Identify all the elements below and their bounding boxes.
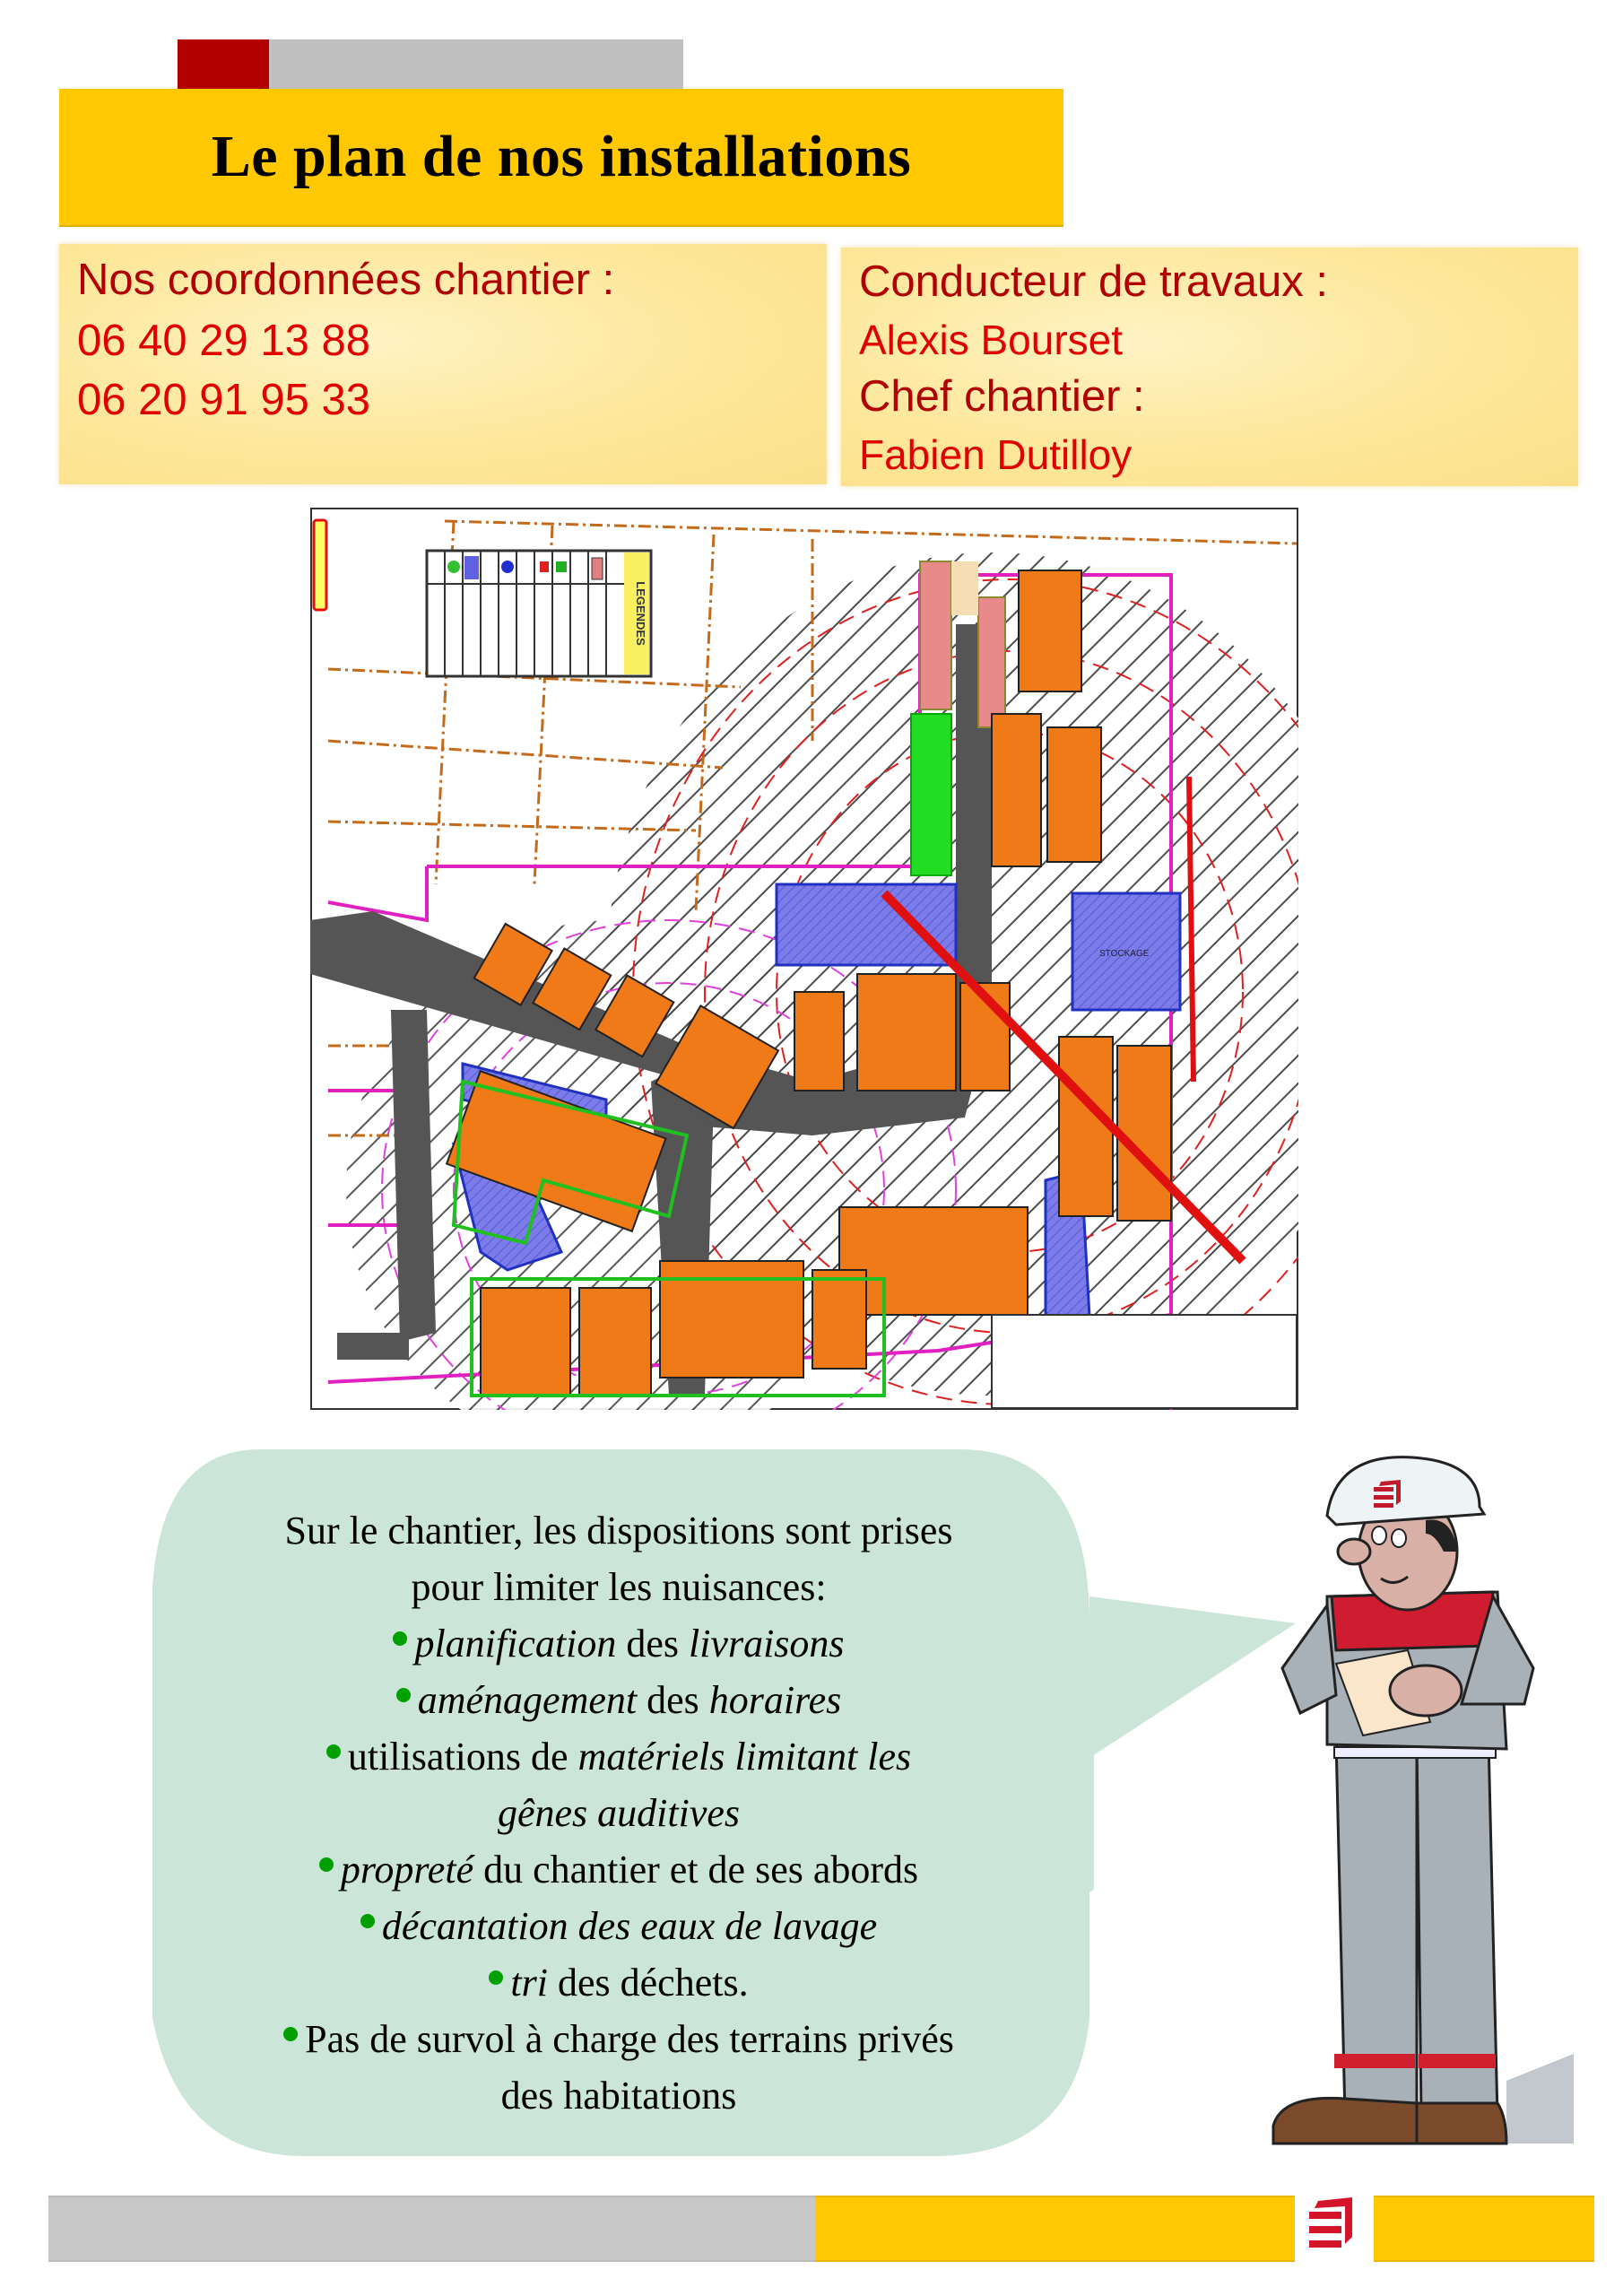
measure-item: propreté du chantier et de ses abords [143,1841,1094,1898]
site-contact-box [59,244,827,484]
staff-box [841,248,1578,486]
bullet-icon [283,2027,298,2041]
site-phone-2[interactable]: 06 20 91 95 33 [77,376,370,424]
measure-item: utilisations de matériels limitant les [143,1728,1094,1785]
measure-item: tri des déchets. [143,1954,1094,2011]
bubble-intro-1: Sur le chantier, les dispositions sont prises [284,1509,953,1552]
legend-title: LEGENDES [634,581,647,646]
bullet-icon [393,1631,407,1646]
page-title: Le plan de nos installations [211,124,912,189]
footer-bar-gray [48,2196,815,2262]
worker-illustration-icon [1237,1435,1614,2152]
measure-item: Pas de survol à charge des terrains privés [143,2011,1094,2067]
legend-box [427,551,651,676]
works-manager-label: Conducteur de travaux : [859,257,1328,306]
site-plan [310,508,1298,1410]
bullet-icon [319,1857,334,1872]
measure-item: planification des livraisons [143,1615,1094,1672]
bullet-icon [396,1688,411,1702]
company-logo-icon [1306,2192,1363,2257]
header-tab-red [178,39,269,90]
title-banner [59,89,1063,227]
site-entrance-area [951,561,978,615]
bullet-icon [326,1744,341,1759]
plan-inset-blank [992,1315,1297,1408]
footer-bar-yellow-right [1374,2196,1594,2262]
site-phone-1[interactable]: 06 40 29 13 88 [77,317,370,365]
site-manager-label: Chef chantier : [859,372,1145,421]
storage-label: STOCKAGE [1099,949,1150,959]
bubble-intro-2: pour limiter les nuisances: [411,1565,827,1609]
site-manager-name: Fabien Dutilloy [859,431,1133,478]
footer-bar-yellow [815,2196,1295,2262]
measure-item: aménagement des horaires [143,1672,1094,1728]
header-tab-gray [269,39,683,90]
works-manager-name: Alexis Bourset [859,317,1124,363]
bullet-icon [360,1914,375,1928]
measure-item: décantation des eaux de lavage [143,1898,1094,1954]
measure-item-cont: gênes auditives [497,1791,741,1835]
site-contact-label: Nos coordonnées chantier : [77,256,615,304]
bullet-icon [489,1970,503,1985]
measure-item-cont: des habitations [500,2074,737,2118]
plan-title-label [314,520,326,610]
parking-bays [911,714,951,875]
nuisance-measures [143,1502,1094,2124]
